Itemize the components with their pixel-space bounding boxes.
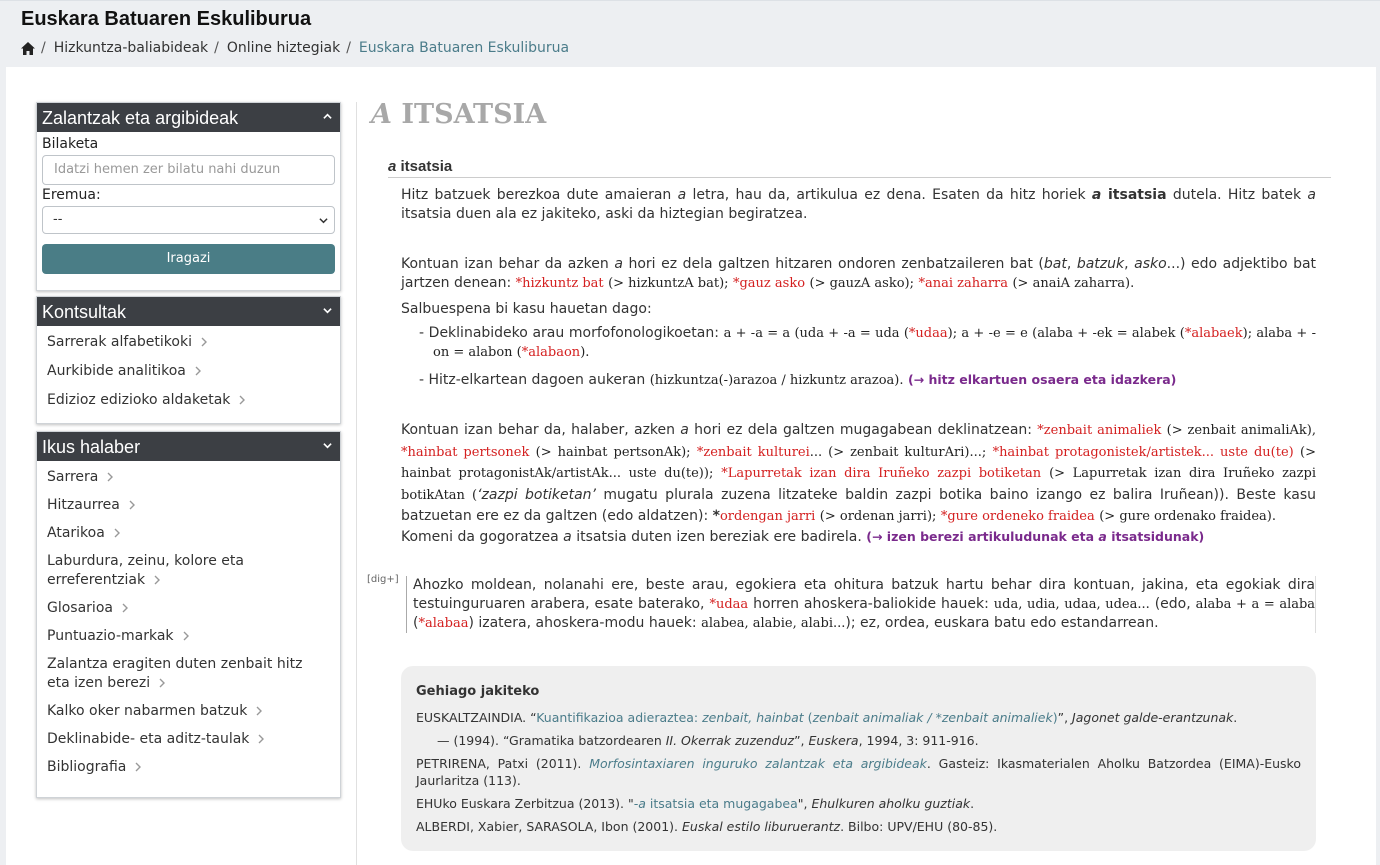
- reference-item: ALBERDI, Xabier, SARASOLA, Ibon (2001). Euskal estilo liburuerantz. Bilbo: UPV/EHU (80-85).: [416, 819, 998, 834]
- chevron-right-icon: [258, 734, 265, 744]
- paragraph-intro: Hitz batzuek berezkoa dute amaieran a letra, hau da, artikulua ez dena. Esaten da hitz horiek a itsatsia dutela. Hitz batek a itsatsia duen ala ez jakiteko, aski da hiztegian begiratzea.: [401, 187, 1316, 222]
- scope-select-value: --: [53, 212, 63, 227]
- reference-item: — (1994). “Gramatika batzordearen II. Okerrak zuzenduz”, Euskera, 1994, 3: 911-916.: [437, 733, 979, 748]
- see-also-list: [37, 461, 340, 783]
- chevron-right-icon: [154, 575, 161, 585]
- reference-item: EHUko Euskara Zerbitzua (2013). "-a itsatsia eta mugagabea", Ehulkuren aholku guztiak.: [416, 796, 975, 811]
- bullet-compounds: - Hitz-elkartean dagoen aukeran (hizkuntza(-)arazoa / hizkuntz arazoa). (→ hitz elkartuen osaera eta idazkera): [419, 372, 1177, 388]
- sidebar-item-tables[interactable]: Deklinabide- eta aditz-taulak: [37, 730, 340, 749]
- sidebar-item-punctuation[interactable]: Puntuazio-markak: [37, 627, 340, 646]
- see-also-panel-title: Ikus halaber: [42, 437, 141, 457]
- search-form: [37, 132, 340, 280]
- search-input[interactable]: Idatzi hemen zer bilatu nahi duzun: [42, 155, 335, 185]
- proper-names-link[interactable]: (→ izen berezi artikuludunak eta a itsatsidunak): [866, 529, 1205, 544]
- header: [0, 0, 1380, 67]
- sidebar-item-alphabetical[interactable]: Sarrerak alfabetikoki: [37, 333, 340, 352]
- content-area: [6, 67, 1376, 865]
- reference-link[interactable]: Kuantifikazioa adieraztea: zenbait, hainbat (zenbait animaliak / *zenbait animaliek): [536, 710, 1058, 725]
- chevron-up-icon: [323, 112, 332, 121]
- reference-link[interactable]: Morfosintaxiaren inguruko zalantzak eta argibideak: [589, 756, 927, 771]
- paragraph-indefinite: Kontuan izan behar da, halaber, azken a hori ez dela galtzen mugagabean deklinatzean: *zenbait animaliek (> zenbait animaliAk), *hainbat pertsonek (> hainbat pertsonAk); *zenbait kulturei... (> zenbait kulturAri)...; *hainbat protagonistek/artistek... uste du(te) (> hainbat protagonistAk/artistAk... uste du(te)); *Lapurretak izan dira Iruñeko zazpi botiketan (> Lapurretak izan dira Iruñeko zazpi botikAtan (‘zazpi botiketan’ mugatu plurala zuzena litzateke baldin zazpi botika baino izango ez balira Iruñean)). Beste kasu batzuetan ere ez da galtzen (edo aldatzen): *ordengan jarri (> ordenan jarri); *gure ordeneko fraidea (> gure ordenako fraidea).: [401, 422, 1317, 524]
- chevron-right-icon: [114, 528, 121, 538]
- paragraph-quantifiers: Kontuan izan behar da azken a hori ez dela galtzen hitzaren ondoren zenbatzaileren bat (bat, batzuk, asko...) edo adjektibo bat jartzen denean: *hizkuntz bat (> hizkuntzA bat); *gauz asko (> gauzA asko); *anai zaharra (> anaiA zaharra).: [401, 256, 1317, 291]
- home-icon[interactable]: [21, 42, 35, 55]
- compounds-link[interactable]: (→ hitz elkartuen osaera eta idazkera): [907, 372, 1177, 387]
- see-also-panel: [36, 431, 341, 798]
- search-label: Bilaketa: [42, 136, 99, 152]
- sidebar-item-calques[interactable]: Kalko oker nabarmen batzuk: [37, 702, 340, 721]
- chevron-right-icon: [159, 678, 166, 688]
- search-panel-header[interactable]: [37, 103, 340, 132]
- breadcrumb-item[interactable]: Hizkuntza-baliabideak: [53, 40, 209, 56]
- chevron-right-icon: [256, 706, 263, 716]
- breadcrumb-separator: /: [214, 40, 219, 56]
- breadcrumb-current: Euskara Batuaren Eskuliburua: [358, 40, 570, 56]
- scope-select[interactable]: [42, 206, 335, 234]
- further-reading-box: [401, 666, 1316, 851]
- chevron-right-icon: [122, 603, 129, 613]
- divider: [356, 102, 357, 865]
- queries-panel-title: Kontsultak: [42, 302, 127, 322]
- reference-link[interactable]: -a itsatsia eta mugagabea: [633, 796, 798, 811]
- sidebar-item-abbreviations[interactable]: Laburdura, zeinu, kolore eta erreferentziak: [47, 553, 244, 588]
- chevron-right-icon: [195, 366, 202, 376]
- queries-list: [37, 326, 340, 416]
- chevron-down-icon: [319, 216, 328, 225]
- breadcrumb: [21, 40, 569, 56]
- paragraph-exceptions: Salbuespena bi kasu hauetan dago:: [401, 301, 652, 317]
- chevron-down-icon: [323, 306, 332, 315]
- page-title: A ITSATSIA: [371, 99, 547, 130]
- chevron-right-icon: [201, 337, 208, 347]
- sidebar-item-doubtful-words[interactable]: Zalantza eragiten duten zenbait hitz eta izen berezi: [47, 656, 303, 691]
- further-reading-title: Gehiago jakiteko: [416, 684, 540, 699]
- sidebar-item-sarrera[interactable]: Sarrera: [37, 468, 340, 487]
- sidebar-item-atarikoa[interactable]: Atarikoa: [37, 524, 340, 543]
- breadcrumb-item[interactable]: Online hiztegiak: [226, 40, 341, 56]
- bullet-morphophonology: - Deklinabideko arau morfofonologikoetan: a + -a = a (uda + -a = uda (*udaa); a + -e = e (alaba + -ek = alabek (*alabaek); alaba + -on = alabon (*alabaon).: [419, 325, 1316, 360]
- scope-label: Eremua:: [42, 187, 101, 203]
- filter-button[interactable]: Iragazi: [42, 244, 335, 274]
- search-panel: [36, 102, 341, 291]
- chevron-right-icon: [239, 395, 246, 405]
- sidebar-item-hitzaurrea[interactable]: Hitzaurrea: [37, 496, 340, 515]
- chevron-down-icon: [323, 441, 332, 450]
- dig-tag: [dig+]: [367, 574, 399, 585]
- sidebar-item-analytic-index[interactable]: Aurkibide analitikoa: [37, 362, 340, 381]
- chevron-right-icon: [135, 762, 142, 772]
- reference-item: PETRIRENA, Patxi (2011). Morfosintaxiaren inguruko zalantzak eta argibideak. Gasteiz: Ikasmaterialen Aholku Batzordea (EIMA)-Eusko Jaurlaritza (113).: [416, 756, 1302, 788]
- paragraph-proper-names: Komeni da gogoratzea a itsatsia duten izen bereziak ere badirela. (→ izen berezi artikuludunak eta a itsatsidunak): [401, 529, 1205, 545]
- reference-item: EUSKALTZAINDIA. “Kuantifikazioa adieraztea: zenbait, hainbat (zenbait animaliak / *zenbait animaliek)”, Jagonet galde-erantzunak.: [416, 710, 1238, 725]
- search-panel-title: Zalantzak eta argibideak: [42, 108, 239, 128]
- sidebar-item-bibliography[interactable]: Bibliografia: [37, 758, 340, 777]
- site-title: Euskara Batuaren Eskuliburua: [21, 8, 312, 30]
- chevron-right-icon: [183, 631, 190, 641]
- sidebar-item-glosarioa[interactable]: Glosarioa: [37, 599, 340, 618]
- queries-panel-header[interactable]: [37, 297, 340, 326]
- breadcrumb-separator: /: [346, 40, 351, 56]
- oral-register-note: Ahozko moldean, nolanahi ere, beste arau, egokiera eta ohitura batzuk hartu behar dira kontuan, jakina, eta egokiak dira testuinguruaren arabera, esate baterako, *udaa horren ahoskera-baliokide hauek: uda, udia, udaa, udea... (edo, alaba + a = alaba (*alabaa) izatera, ahoskera-modu hauek: alabea, alabie, alabi...); ez, ordea, euskara batu edo estandarrean.: [406, 576, 1316, 633]
- queries-panel: [36, 296, 341, 424]
- sidebar-item-edition-changes[interactable]: Edizioz edizioko aldaketak: [37, 391, 340, 410]
- section-heading: a itsatsia: [388, 158, 1331, 178]
- see-also-panel-header[interactable]: [37, 432, 340, 461]
- chevron-right-icon: [107, 472, 114, 482]
- breadcrumb-separator: /: [41, 40, 46, 56]
- chevron-right-icon: [129, 500, 136, 510]
